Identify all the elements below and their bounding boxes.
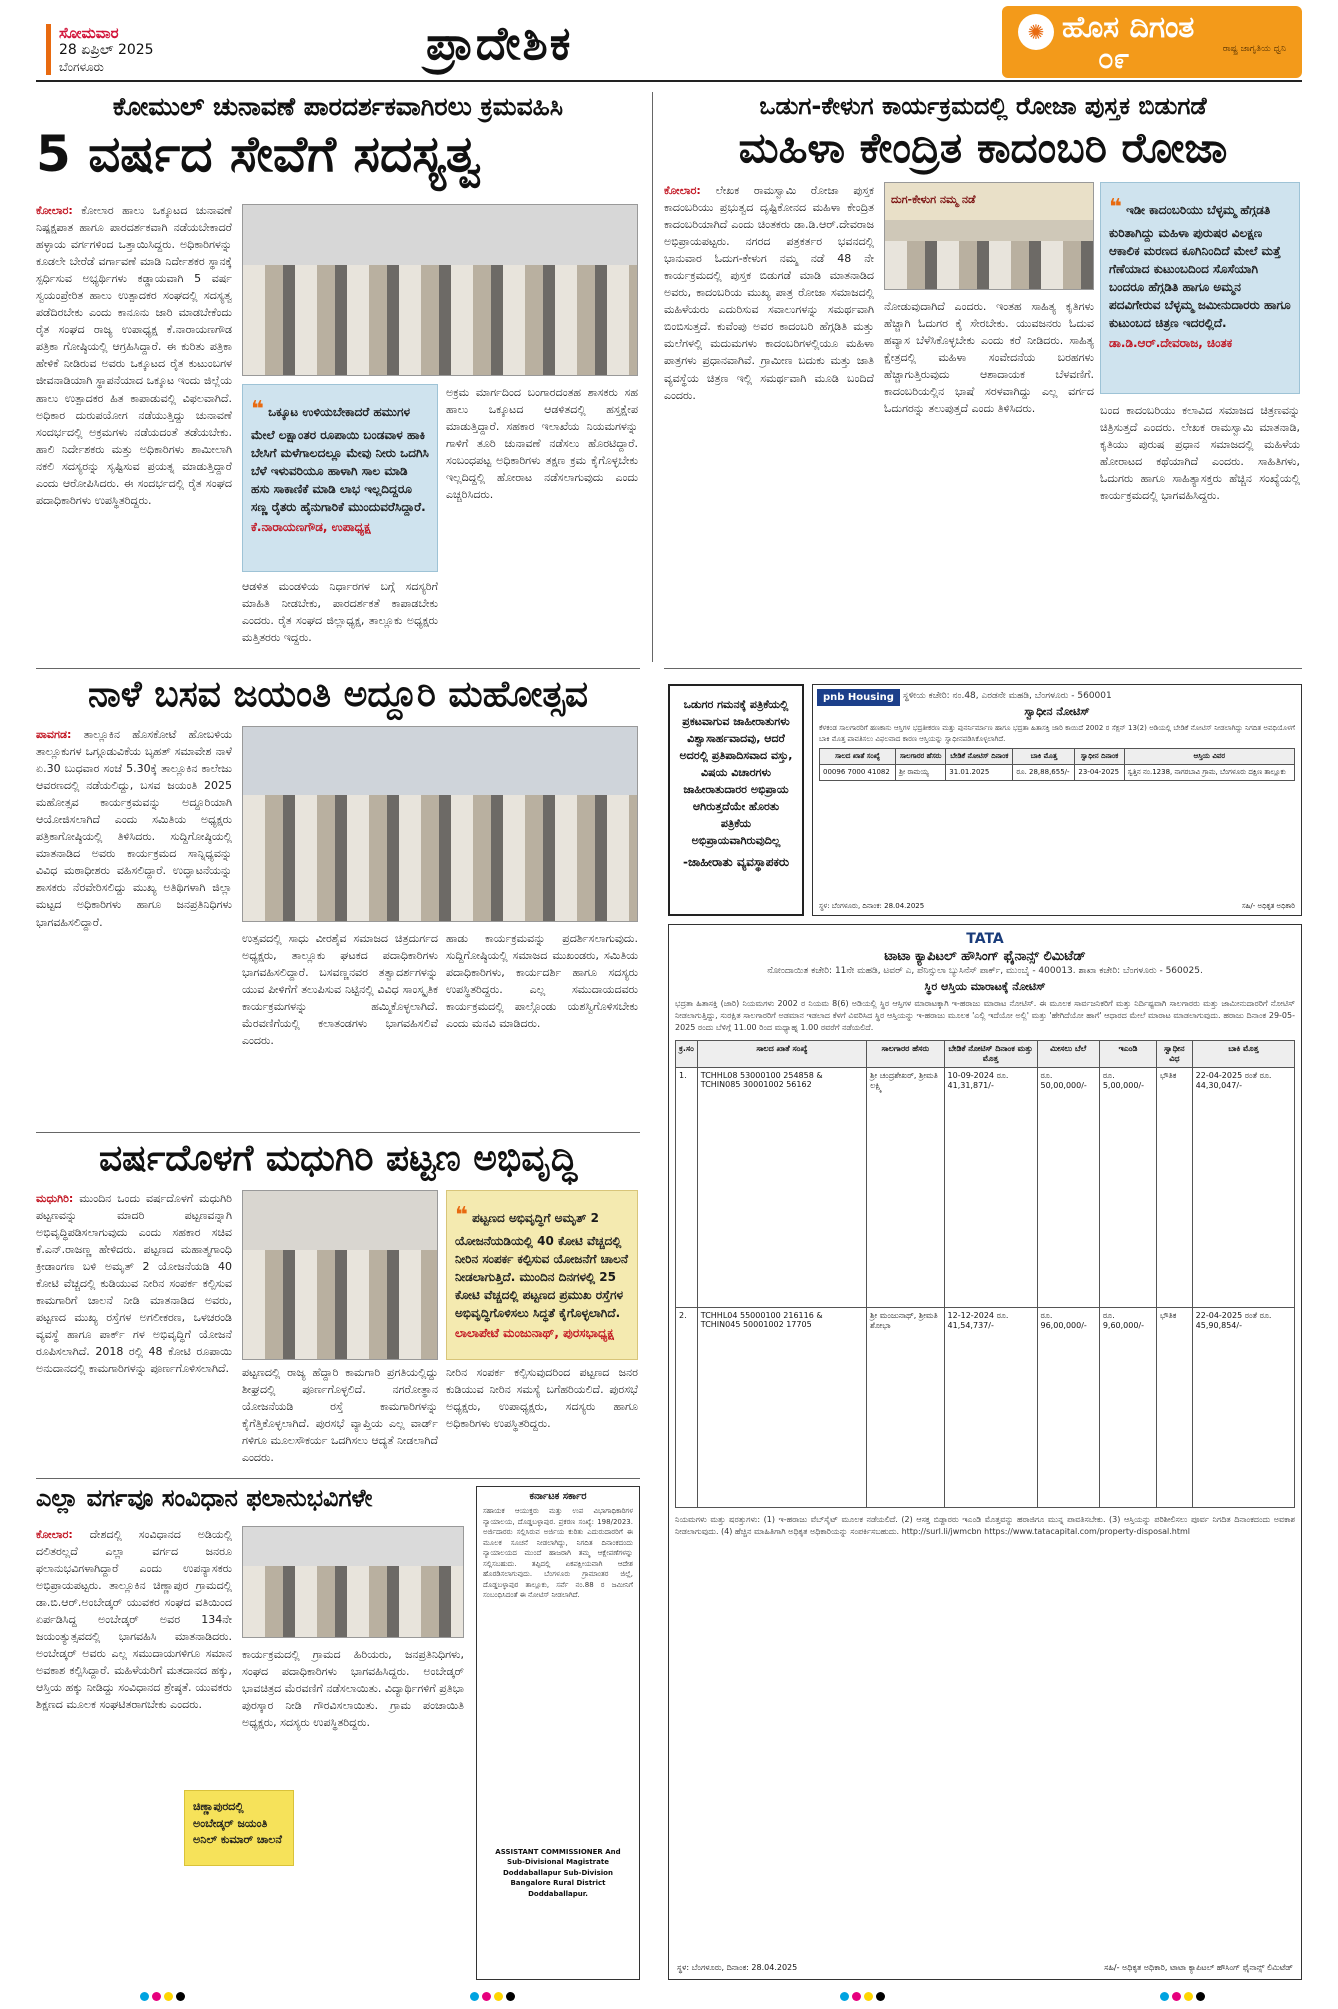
table-cell: 31.01.2025 [946,765,1013,781]
story-body [36,202,232,657]
notice-footer: ಸ್ಥಳ: ಬೆಂಗಳೂರು, ದಿನಾಂಕ: 28.04.2025 [677,1963,798,1972]
page-number: ೦೯ [1098,42,1130,75]
story-body-text: ತಾಲ್ಲೂಕಿನ ಹೊಸಕೋಟೆ ಹೋಬಳಿಯ ತಾಲ್ಲೂಕುಗಳ ಒಗ್ಗೂಡುವಿಕೆಯ ಬೃಹತ್ ಸಮಾವೇಶ ನಾಳೆ ಏ.30 ಬುಧವಾರ ಸಂಜೆ 5.30ಕ್ಕೆ ತಾಲ್ಲೂಕಿನ ಕಾಲೇಜು ಆವರಣದಲ್ಲಿ ನಡೆಯಲಿದ್ದು, ಬಸವ ಜಯಂತಿ 2025 ಮಹೋತ್ಸವ ಕಾರ್ಯಕ್ರಮವನ್ನು ಅದ್ದೂರಿಯಾಗಿ ಆಯೋಜಿಸಲಾಗಿದೆ ಎಂದು ಸಮಿತಿಯ ಅಧ್ಯಕ್ಷರು ಪತ್ರಿಕಾಗೋಷ್ಠಿಯಲ್ಲಿ ತಿಳಿಸಿದರು. ಸುದ್ದಿಗೋಷ್ಠಿಯಲ್ಲಿ ಮಾತನಾಡಿದ ಅವರು ಕಾರ್ಯಕ್ರಮದ ಸಾನ್ನಿಧ್ಯವನ್ನು ವಿವಿಧ ಮಠಾಧೀಶರು ವಹಿಸಲಿದ್ದಾರೆ. ಉದ್ಘಾಟನೆಯನ್ನು ಶಾಸಕರು ನೆರವೇರಿಸಲಿದ್ದು ಮುಖ್ಯ ಅತಿಥಿಗಳಾಗಿ ಜಿಲ್ಲಾ ಮಟ್ಟದ ಅಧಿಕಾರಿಗಳು ಹಾಗೂ ಜನಪ್ರತಿನಿಧಿಗಳು ಭಾಗವಹಿಸಲಿದ್ದಾರೆ. [36,728,232,929]
registration-marks [1160,1992,1205,2001]
masthead-day: ಸೋಮವಾರ [59,24,119,42]
section-rule [36,1478,640,1479]
dateline: ಕೋಲಾರ: [664,184,701,197]
notice-body: ಭದ್ರತಾ ಹಿತಾಸಕ್ತಿ (ಜಾರಿ) ನಿಯಮಗಳು 2002 ರ ನಿಯಮ 8(6) ಅಡಿಯಲ್ಲಿ ಸ್ಥಿರ ಆಸ್ತಿಗಳ ಮಾರಾಟಕ್ಕಾಗಿ ಇ-ಹರಾಜು ಮಾರಾಟ ನೋಟಿಸ್. ಈ ಮೂಲಕ ಸಾರ್ವಜನಿಕರಿಗೆ ಮತ್ತು ನಿರ್ದಿಷ್ಟವಾಗಿ ಸಾಲಗಾರರು ಮತ್ತು ಜಾಮೀನುದಾರರಿಗೆ ನೋಟಿಸ್ ನೀಡಲಾಗುತ್ತಿದ್ದು, ಸುರಕ್ಷಿತ ಸಾಲಗಾರರಿಗೆ ಅಡಮಾನ ಇಡಲಾದ ಕೆಳಗೆ ವಿವರಿಸಿದ ಸ್ಥಿರ ಆಸ್ತಿಯನ್ನು ಇ-ಹರಾಜು ಮೂಲಕ 'ಎಲ್ಲಿ ಇದೆಯೋ ಅಲ್ಲಿ' ಮತ್ತು 'ಹೇಗಿದೆಯೋ ಹಾಗೆ' ಆಧಾರದ ಮೇಲೆ ಮಾರಾಟ ಮಾಡಲಾಗುವುದು. ಹರಾಜು ದಿನಾಂಕ 29-05-2025 ರಂದು ಬೆಳಿಗ್ಗೆ 11.00 ರಿಂದ ಮಧ್ಯಾಹ್ನ 1.00 ರವರೆಗೆ ನಡೆಯಲಿದೆ. [675,999,1295,1032]
table-header: ಬೇಡಿಕೆ ನೋಟಿಸ್ ದಿನಾಂಕ [946,749,1013,765]
caption-text: ಚಿಣ್ಣಾಪುರದಲ್ಲಿ ಅಂಬೇಡ್ಕರ್ ಜಯಂತಿ ಅನಿಲ್ ಕುಮಾರ್ ಚಾಲನೆ [193,1800,282,1846]
section-rule [36,668,640,669]
story-kicker: ಕೋಮುಲ್ ಚುನಾವಣೆ ಪಾರದರ್ಶಕವಾಗಿರಲು ಕ್ರಮವಹಿಸಿ [112,92,564,121]
table-cell: ಸ್ವತ್ತಿನ ನಂ.1238, ನಾಗರಬಾವಿ ಗ್ರಾಮ, ಬೆಂಗಳೂರು ದಕ್ಷಿಣ ತಾಲ್ಲೂಕು [1124,765,1294,781]
pull-quote [1100,182,1300,394]
photo-caption [184,1790,294,1866]
story-body-3: ನೀರಿನ ಸಂಪರ್ಕ ಕಲ್ಪಿಸುವುದರಿಂದ ಪಟ್ಟಣದ ಜನರ ಕುಡಿಯುವ ನೀರಿನ ಸಮಸ್ಯೆ ಬಗೆಹರಿಯಲಿದೆ. ಪುರಸಭೆ ಅಧ್ಯಕ್ಷರು, ಉಪಾಧ್ಯಕ್ಷರು, ಸದಸ್ಯರು ಹಾಗೂ ಅಧಿಕಾರಿಗಳು ಉಪಸ್ಥಿತರಿದ್ದರು. [446,1366,638,1431]
banner-text: ದುಗ-ಕೇಳುಗ ನಮ್ಮ ನಡೆ [891,193,976,206]
tata-logo: TATA [966,931,1004,947]
story-body-text: ಲೇಖಕ ರಾಮಸ್ವಾಮಿ ರೋಜಾ ಪುಸ್ತಕ ಕಾದಂಬರಿಯು ಪ್ರಭುತ್ವದ ದೃಷ್ಟಿಕೋನದ ಮಹಿಳಾ ಕೇಂದ್ರಿತ ಕಾದಂಬರಿಯಾಗಿದೆ ಎಂದು ಚಿಂತಕರು ಡಾ.ಡಿ.ಆರ್.ದೇವರಾಜ ಅಭಿಪ್ರಾಯಪಟ್ಟರು. ನಗರದ ಪತ್ರಕರ್ತರ ಭವನದಲ್ಲಿ ಭಾನುವಾರ ಓದುಗ-ಕೇಳುಗ ನಮ್ಮ ನಡೆ 48 ನೇ ಕಾರ್ಯಕ್ರಮದಲ್ಲಿ ಪುಸ್ತಕ ಬಿಡುಗಡೆ ಮಾಡಿ ಮಾತನಾಡಿದ ಅವರು, ಕಾದಂಬರಿಯ ಮುಖ್ಯ ಪಾತ್ರ ರೋಜಾ ಸಮಾಜದಲ್ಲಿ ಮಹಿಳೆಯರು ಎದುರಿಸುವ ಸವಾಲುಗಳನ್ನು ಸಮರ್ಥವಾಗಿ ಬಿಂಬಿಸುತ್ತದೆ. ಕುವೆಂಪು ಅವರ ಕಾದಂಬರಿ ಹೆಗ್ಗಡಿತಿ ಮತ್ತು ಮಲೆಗಳಲ್ಲಿ ಮದುಮಗಳು ಕಾದಂಬರಿಗಳಲ್ಲಿಯೂ ಮಹಿಳಾ ಪಾತ್ರಗಳು ಪ್ರಧಾನವಾಗಿವೆ. ಗ್ರಾಮೀಣ ಬದುಕು ಮತ್ತು ಜಾತಿ ವ್ಯವಸ್ಥೆಯ ಚಿತ್ರಣ ಇಲ್ಲಿ ಸಮರ್ಥವಾಗಿ ಮೂಡಿ ಬಂದಿದೆ ಎಂದರು. [664,184,874,402]
table-cell: 2. [676,1308,698,1508]
table-header: ಸ್ವಾಧೀನ ವಿಧ [1157,1041,1193,1068]
story-headline: ವರ್ಷದೊಳಗೆ ಮಧುಗಿರಿ ಪಟ್ಟಣ ಅಭಿವೃದ್ಧಿ [98,1138,578,1179]
notice-terms: ನಿಯಮಗಳು ಮತ್ತು ಷರತ್ತುಗಳು: (1) ಇ-ಹರಾಜು ವೆಬ್‌ಸೈಟ್ ಮೂಲಕ ನಡೆಯಲಿದೆ. (2) ಆಸಕ್ತ ಬಿಡ್ದಾರರು ಇಎಂಡಿ ಮೊತ್ತವನ್ನು ಹರಾಜಿಗೂ ಮುನ್ನ ಪಾವತಿಸಬೇಕು. (3) ಆಸ್ತಿಯನ್ನು ಪರಿಶೀಲಿಸಲು ಪೂರ್ವ ನಿಗದಿತ ದಿನಾಂಕದಂದು ಅವಕಾಶ ನೀಡಲಾಗುವುದು. (4) ಹೆಚ್ಚಿನ ಮಾಹಿತಿಗಾಗಿ ಅಧಿಕೃತ ಅಧಿಕಾರಿಯನ್ನು ಸಂಪರ್ಕಿಸಬಹುದು. http://surl.li/jwmcbn https://www.tatacapital.com/property-disposal.html [675,1515,1295,1536]
table-cell: 22-04-2025 ರಂತೆ ರೂ. 45,90,854/- [1192,1308,1294,1508]
registration-marks [140,1992,185,2001]
lamp-icon: ✺ [1018,14,1054,50]
sign-line-4: Bangalore Rural District Doddaballapur. [510,1879,606,1898]
news-photo-banner [884,182,1094,290]
table-header: ಬಾಕಿ ಮೊತ್ತ [1192,1041,1294,1068]
table-header: ಆಸ್ತಿಯ ವಿವರ [1124,749,1294,765]
notice-sign: ಸಹಿ/- ಅಧಿಕೃತ ಅಧಿಕಾರಿ [1241,902,1295,910]
table-header: ಇಎಂಡಿ [1099,1041,1156,1068]
story-madhugiri-cont [36,1364,640,1472]
story-body-text: ಕೋಲಾರ ಹಾಲು ಒಕ್ಕೂಟದ ಚುನಾವಣೆ ನಿಷ್ಪಕ್ಷಪಾತ ಹಾಗೂ ಪಾರದರ್ಶಕವಾಗಿ ನಡೆಯಬೇಕಾದರೆ ಹಳ್ಳಾಯ ವರ್ಗಗಳಿಂದ ಒತ್ತಾಯಿಸಿದ್ದರು. ಅಧಿಕಾರಿಗಳನ್ನು ಕೂಡಲೇ ಬೇರೆಡೆ ವರ್ಗಾವಣೆ ಮಾಡಿ ನಿರ್ದೇಶಕರ ಸ್ಥಾನಕ್ಕೆ ಸ್ಪರ್ಧಿಸುವ ಅಭ್ಯರ್ಥಿಗಳು ಕಡ್ಡಾಯವಾಗಿ 5 ವರ್ಷ ಸ್ವಯಂಪ್ರೇರಿತ ಹಾಲು ಉತ್ಪಾದಕರ ಸಂಘದಲ್ಲಿ ಸದಸ್ಯತ್ವ ಪಡೆದಿರಬೇಕು ಎಂದು ಕಾನೂನು ಜಾರಿ ಮಾಡಬೇಕೆಂದು ರೈತ ಸಂಘದ ರಾಜ್ಯ ಉಪಾಧ್ಯಕ್ಷ ಕೆ.ನಾರಾಯಣಗೌಡ ಪತ್ರಿಕಾ ಗೋಷ್ಠಿಯಲ್ಲಿ ಆಗ್ರಹಿಸಿದ್ದಾರೆ. ಈ ಕುರಿತು ಪತ್ರಿಕಾ ಹೇಳಿಕೆ ನೀಡಿರುವ ಅವರು ಒಕ್ಕೂಟದ ರೈತ ಕುಟುಂಬಗಳ ಜೀವನಾಡಿಯಾಗಿ ಸ್ಥಾಪನೆಯಾದ ಒಕ್ಕೂಟ ಇಂದು ಜಿಲ್ಲೆಯ ಹಾಲು ಉತ್ಪಾದಕರ ಹಿತ ಕಾಪಾಡುವಲ್ಲಿ ವಿಫಲವಾಗಿದೆ. ಅಧಿಕಾರ ದುರುಪಯೋಗ ನಡೆಯುತ್ತಿದ್ದು ಚುನಾವಣೆ ಸಂದರ್ಭದಲ್ಲಿ ಅಕ್ರಮಗಳು ನಡೆಯದಂತೆ ತಡೆಯಬೇಕು. ಹಾಲಿ ನಿರ್ದೇಶಕರು ಮತ್ತು ಅಧಿಕಾರಿಗಳು ಶಾಮೀಲಾಗಿ ನಕಲಿ ಸದಸ್ಯರನ್ನು ಸೃಷ್ಟಿಸುವ ಪ್ರಯತ್ನ ಮಾಡುತ್ತಿದ್ದಾರೆ ಎಂದು ಆರೋಪಿಸಿದರು. ಈ ಸಂದರ್ಭದಲ್ಲಿ ರೈತ ಸಂಘದ ಪದಾಧಿಕಾರಿಗಳು ಉಪಸ್ಥಿತರಿದ್ದರು. [36,204,232,507]
story-roja [664,92,1302,662]
quote-text: ಇಡೀ ಕಾದಂಬರಿಯು ಬೆಳ್ಳಮ್ಮ ಹೆಗ್ಗಡತಿ ಕುರಿತಾಗಿದ್ದು ಮಹಿಳಾ ಪುರುಷರ ವಿಲಕ್ಷಣ ಆಕಾಲಿಕ ಮರಣದ ಕೂಗಿನಿಂದಿದೆ ಮೇಲೆ ಮತ್ತೆ ಗೆಣೆಯಾದ ಕುಟುಂಬದಿಂದ ಸೊಸೆಯಾಗಿ ಬಂದರೂ ಹೆಗ್ಗಡಿತಿ ಹಾಗೂ ಅಮ್ಮನ ಪದವಿಗೇರುವ ಬೆಳ್ಳಮ್ಮ ಜಮೀನುದಾರರು ಹಾಗೂ ಕುಟುಂಬದ ಚಿತ್ರಣ ಇದರಲ್ಲಿದೆ. [1109,203,1291,330]
pnb-housing-notice [812,684,1302,916]
story-body [664,182,874,658]
story-body-3: ಹಾಡು ಕಾರ್ಯಕ್ರಮವನ್ನು ಪ್ರದರ್ಶಿಸಲಾಗುವುದು. ಸುದ್ದಿಗೋಷ್ಠಿಯಲ್ಲಿ ಸಮಾಜದ ಮುಖಂಡರು, ಸಮಿತಿಯ ಪದಾಧಿಕಾರಿಗಳು, ಕಾರ್ಯದರ್ಶಿ ಹಾಗೂ ಸದಸ್ಯರು ಉಪಸ್ಥಿತರಿದ್ದರು. ಎಲ್ಲ ಸಮುದಾಯದವರು ಕಾರ್ಯಕ್ರಮದಲ್ಲಿ ಪಾಲ್ಗೊಂಡು ಯಶಸ್ವಿಗೊಳಿಸಬೇಕು ಎಂದು ಮನವಿ ಮಾಡಿದರು. [446,932,638,1031]
notice-title: ಸ್ವಾಧೀನ ನೋಟಿಸ್ [1024,705,1090,718]
dateline: ಪಾವಗಡ: [36,728,72,741]
notice-sign: ಸಹಿ/- ಅಧಿಕೃತ ಅಧಿಕಾರಿ, ಟಾಟಾ ಕ್ಯಾಪಿಟಲ್ ಹೌಸಿಂಗ್ ಫೈನಾನ್ಸ್ ಲಿಮಿಟೆಡ್ [1104,1963,1293,1972]
story-body-2: ಉತ್ಸವದಲ್ಲಿ ಸಾಧು ವೀರಶೈವ ಸಮಾಜದ ಚಿತ್ರದುರ್ಗದ ಅಧ್ಯಕ್ಷರು, ತಾಲ್ಲೂಕು ಘಟಕದ ಪದಾಧಿಕಾರಿಗಳು ಭಾಗವಹಿಸಲಿದ್ದಾರೆ. ಬಸವಣ್ಣನವರ ತತ್ವಾದರ್ಶಗಳನ್ನು ಯುವ ಪೀಳಿಗೆಗೆ ತಲುಪಿಸುವ ನಿಟ್ಟಿನಲ್ಲಿ ವಿವಿಧ ಸಾಂಸ್ಕೃತಿಕ ಕಾರ್ಯಕ್ರಮಗಳನ್ನು ಹಮ್ಮಿಕೊಳ್ಳಲಾಗಿದೆ. ಮೆರವಣಿಗೆಯಲ್ಲಿ ಕಲಾತಂಡಗಳು ಭಾಗವಹಿಸಲಿವೆ ಎಂದರು. [242,932,438,1048]
table-cell: TCHHL08 53000100 254858 & TCHIN085 30001002 56162 [697,1068,866,1308]
story-komul [36,92,640,662]
story-body-2: ಕಾರ್ಯಕ್ರಮದಲ್ಲಿ ಗ್ರಾಮದ ಹಿರಿಯರು, ಜನಪ್ರತಿನಿಧಿಗಳು, ಸಂಘದ ಪದಾಧಿಕಾರಿಗಳು ಭಾಗವಹಿಸಿದ್ದರು. ಅಂಬೇಡ್ಕರ್ ಭಾವಚಿತ್ರದ ಮೆರವಣಿಗೆ ನಡೆಸಲಾಯಿತು. ವಿದ್ಯಾರ್ಥಿಗಳಿಗೆ ಪ್ರತಿಭಾ ಪುರಸ್ಕಾರ ನೀಡಿ ಗೌರವಿಸಲಾಯಿತು. ಗ್ರಾಮ ಪಂಚಾಯಿತಿ ಅಧ್ಯಕ್ಷರು, ಸದಸ್ಯರು ಉಪಸ್ಥಿತರಿದ್ದರು. [242,1648,464,1730]
story-headline: ಎಲ್ಲಾ ವರ್ಗವೂ ಸಂವಿಧಾನ ಫಲಾನುಭವಿಗಳೇ [36,1484,373,1512]
table-header: ಬಾಕಿ ಮೊತ್ತ [1013,749,1075,765]
table-cell: TCHHL04 55000100 216116 & TCHIN045 50001002 17705 [697,1308,866,1508]
story-body [36,726,232,1122]
quote-icon: ❝ [1109,195,1122,220]
table-cell: 12-12-2024 ರೂ. 41,54,737/- [944,1308,1037,1508]
table-cell: 00096 7000 41082 [820,765,896,781]
story-body-2: ಪಟ್ಟಣದಲ್ಲಿ ರಾಜ್ಯ ಹೆದ್ದಾರಿ ಕಾಮಗಾರಿ ಪ್ರಗತಿಯಲ್ಲಿದ್ದು ಶೀಘ್ರದಲ್ಲಿ ಪೂರ್ಣಗೊಳ್ಳಲಿದೆ. ನಗರೋತ್ಥಾನ ಯೋಜನೆಯಡಿ ರಸ್ತೆ ಕಾಮಗಾರಿಗಳನ್ನು ಕೈಗೆತ್ತಿಕೊಳ್ಳಲಾಗಿದೆ. ಪುರಸಭೆ ವ್ಯಾಪ್ತಿಯ ಎಲ್ಲ ವಾರ್ಡ್ ಗಳಿಗೂ ಮೂಲಸೌಕರ್ಯ ಒದಗಿಸಲು ಆದ್ಯತೆ ನೀಡಲಾಗಿದೆ ಎಂದರು. [242,1366,438,1465]
sign-line-1: ASSISTANT COMMISSIONER And [495,1847,621,1856]
masthead-date: 28 ಏಪ್ರಿಲ್ 2025 [59,42,154,58]
registration-marks [840,1992,885,2001]
story-body-text: ದೇಶದಲ್ಲಿ ಸಂವಿಧಾನದ ಅಡಿಯಲ್ಲಿ ದಲಿತರಲ್ಲದೆ ಎಲ್ಲಾ ವರ್ಗದ ಜನರೂ ಫಲಾನುಭವಿಗಳಾಗಿದ್ದಾರೆ ಎಂದು ಉಪನ್ಯಾಸಕರು ಅಭಿಪ್ರಾಯಪಟ್ಟರು. ತಾಲ್ಲೂಕಿನ ಚಿಣ್ಣಾಪುರ ಗ್ರಾಮದಲ್ಲಿ ಡಾ.ಬಿ.ಆರ್.ಅಂಬೇಡ್ಕರ್ ಯುವಕರ ಸಂಘದ ವತಿಯಿಂದ ಏರ್ಪಡಿಸಿದ್ದ ಅಂಬೇಡ್ಕರ್ ಅವರ 134ನೇ ಜಯಂತ್ಯುತ್ಸವದಲ್ಲಿ ಭಾಗವಹಿಸಿ ಮಾತನಾಡಿದರು. ಅಂಬೇಡ್ಕರ್ ಅವರು ಎಲ್ಲ ಸಮುದಾಯಗಳಿಗೂ ಸಮಾನ ಅವಕಾಶ ಕಲ್ಪಿಸಿದ್ದಾರೆ. ಮಹಿಳೆಯರಿಗೆ ಮತದಾನದ ಹಕ್ಕು, ಆಸ್ತಿಯ ಹಕ್ಕು ನೀಡಿದ್ದು ಸಂವಿಧಾನದ ಶ್ರೇಷ್ಠತೆ. ಯುವಕರು ಶಿಕ್ಷಣದ ಮೂಲಕ ಸಂಘಟಿತರಾಗಬೇಕು ಎಂದರು. [36,1528,233,1712]
notice-title: ಕರ್ನಾಟಕ ಸರ್ಕಾರ [529,1491,587,1502]
auction-table [675,1040,1295,1508]
notice-body: ಕೆಳಕಂಡ ಸಾಲಗಾರರಿಗೆ ಹಣಕಾಸು ಆಸ್ತಿಗಳ ಭದ್ರತೀಕರಣ ಮತ್ತು ಪುನರ್ನಿರ್ಮಾಣ ಹಾಗೂ ಭದ್ರತಾ ಹಿತಾಸಕ್ತಿ ಜಾರಿ ಕಾಯಿದೆ 2002 ರ ಸೆಕ್ಷನ್ 13(2) ಅಡಿಯಲ್ಲಿ ಬೇಡಿಕೆ ನೋಟಿಸ್ ನೀಡಲಾಗಿದ್ದು ನಿಗದಿತ ಅವಧಿಯೊಳಗೆ ಬಾಕಿ ಮೊತ್ತ ಪಾವತಿಸಲು ವಿಫಲವಾದ ಕಾರಣ ಆಸ್ತಿಯನ್ನು ಸ್ವಾಧೀನಪಡಿಸಿಕೊಳ್ಳಲಾಗಿದೆ. [819,724,1295,743]
table-header: ಸಾಲಗಾರರ ಹೆಸರು [896,749,946,765]
pull-quote [446,1190,638,1360]
notice-signature [483,1847,633,1900]
table-header: ಬೇಡಿಕೆ ನೋಟಿಸ್ ದಿನಾಂಕ ಮತ್ತು ಮೊತ್ತ [944,1041,1037,1068]
story-body-3: ಅಕ್ರಮ ಮಾರ್ಗದಿಂದ ಬಂಗಾರದಂತಹ ಶಾಸಕರು ಸಹ ಹಾಲು ಒಕ್ಕೂಟದ ಆಡಳಿತದಲ್ಲಿ ಹಸ್ತಕ್ಷೇಪ ಮಾಡುತ್ತಿದ್ದಾರೆ. ಸಹಕಾರ ಇಲಾಖೆಯ ನಿಯಮಗಳನ್ನು ಗಾಳಿಗೆ ತೂರಿ ಚುನಾವಣೆ ನಡೆಸಲು ಹೊರಟಿದ್ದಾರೆ. ಸಂಬಂಧಪಟ್ಟ ಅಧಿಕಾರಿಗಳು ತಕ್ಷಣ ಕ್ರಮ ಕೈಗೊಳ್ಳಬೇಕು ಇಲ್ಲದಿದ್ದಲ್ಲಿ ಹೋರಾಟ ನಡೆಸಲಾಗುವುದು ಎಂದು ಎಚ್ಚರಿಸಿದರು. [446,386,638,502]
story-body-text: ಮುಂದಿನ ಒಂದು ವರ್ಷದೊಳಗೆ ಮಧುಗಿರಿ ಪಟ್ಟಣವನ್ನು ಮಾದರಿ ಪಟ್ಟಣವನ್ನಾಗಿ ಅಭಿವೃದ್ಧಿಪಡಿಸಲಾಗುವುದು ಎಂದು ಸಹಕಾರ ಸಚಿವ ಕೆ.ಎನ್.ರಾಜಣ್ಣ ಹೇಳಿದರು. ಪಟ್ಟಣದ ಮಹಾತ್ಮಗಾಂಧಿ ಕ್ರೀಡಾಂಗಣ ಬಳಿ ಅಮೃತ್ 2 ಯೋಜನೆಯಡಿ 40 ಕೋಟಿ ವೆಚ್ಚದಲ್ಲಿ ಕುಡಿಯುವ ನೀರಿನ ಸಂಪರ್ಕ ಕಲ್ಪಿಸುವ ಕಾಮಗಾರಿಗೆ ಚಾಲನೆ ನೀಡಿ ಮಾತನಾಡಿದ ಅವರು, ಪಟ್ಟಣದ ಮುಖ್ಯ ರಸ್ತೆಗಳ ಅಗಲೀಕರಣ, ಒಳಚರಂಡಿ ವ್ಯವಸ್ಥೆ ಹಾಗೂ ಪಾರ್ಕ್ ಗಳ ಅಭಿವೃದ್ಧಿಗೆ ಯೋಜನೆ ರೂಪಿಸಲಾಗಿದೆ. 2018 ರಲ್ಲಿ 48 ಕೋಟಿ ರೂಪಾಯಿ ಅನುದಾನದಲ್ಲಿ ಕಾಮಗಾರಿಗಳನ್ನು ಪೂರ್ಣಗೊಳಿಸಲಾಗಿದೆ. [36,1192,232,1376]
quote-icon: ❝ [455,1203,468,1228]
table-header: ಸಾಲದ ಖಾತೆ ಸಂಖ್ಯೆ [697,1041,866,1068]
news-photo [242,726,638,922]
quote-icon: ❝ [251,397,264,422]
section-title: ಪ್ರಾದೇಶಿಕ [426,16,573,70]
story-headline: ನಾಳೆ ಬಸವ ಜಯಂತಿ ಅದ್ದೂರಿ ಮಹೋತ್ಸವ [87,674,589,715]
masthead-city: ಬೆಂಗಳೂರು [59,60,104,74]
story-kicker: ಒಡುಗ-ಕೇಳುಗ ಕಾರ್ಯಕ್ರಮದಲ್ಲಿ ರೋಜಾ ಪುಸ್ತಕ ಬಿಡುಗಡೆ [759,92,1207,120]
dateline: ಕೋಲಾರ: [36,1528,73,1541]
table-cell: ರೂ. 28,88,655/- [1013,765,1075,781]
table-cell: ಶ್ರೀ ಮಂಜುನಾಥ್, ಶ್ರೀಮತಿ ಶೋಭಾ [867,1308,944,1508]
date-box [46,24,154,75]
pull-quote [242,384,438,572]
story-body-4 [36,1364,232,1472]
sign-line-2: Sub-Divisional Magistrate [507,1858,609,1866]
story-body [36,1190,232,1376]
story-basava [36,676,640,1126]
table-cell: ಶ್ರೀ ಚಂದ್ರಶೇಖರ್, ಶ್ರೀಮತಿ ಲಕ್ಷ್ಮಿ [867,1068,944,1308]
story-constitution [36,1486,468,1980]
story-headline: 5 ವರ್ಷದ ಸೇವೆಗೆ ಸದಸ್ಯತ್ವ [36,125,482,183]
notice-body: ಸಹಾಯಕ ಆಯುಕ್ತರು ಮತ್ತು ಉಪ ವಿಭಾಗಾಧಿಕಾರಿಗಳ ನ್ಯಾಯಾಲಯ, ದೊಡ್ಡಬಳ್ಳಾಪುರ. ಪ್ರಕರಣ ಸಂಖ್ಯೆ: 198/2023. ಅರ್ಜಿದಾರರು ಸಲ್ಲಿಸಿರುವ ಅರ್ಜಿಯ ಕುರಿತು ಎದುರುದಾರರಿಗೆ ಈ ಮೂಲಕ ಸೂಚನೆ ನೀಡಲಾಗಿದ್ದು, ನಿಗದಿತ ದಿನಾಂಕದಂದು ನ್ಯಾಯಾಲಯದ ಮುಂದೆ ಹಾಜರಾಗಿ ತಮ್ಮ ಆಕ್ಷೇಪಣೆಗಳನ್ನು ಸಲ್ಲಿಸಬಹುದು. ತಪ್ಪಿದಲ್ಲಿ ಏಕಪಕ್ಷೀಯವಾಗಿ ಆದೇಶ ಹೊರಡಿಸಲಾಗುವುದು. ಬೆಂಗಳೂರು ಗ್ರಾಮಾಂತರ ಜಿಲ್ಲೆ, ದೊಡ್ಡಬಳ್ಳಾಪುರ ತಾಲ್ಲೂಕು, ಸರ್ವೆ ನಂ.88 ರ ಜಮೀನಿಗೆ ಸಂಬಂಧಿಸಿದಂತೆ ಈ ನೋಟಿಸ್ ನೀಡಲಾಗಿದೆ. [483,1507,633,1599]
section-rule [36,1132,640,1133]
table-header: ಮೀಸಲು ಬೆಲೆ [1037,1041,1099,1068]
quote-text: ಒಕ್ಕೂಟ ಉಳಿಯಬೇಕಾದರೆ ಹಮುಗಳ ಮೇಲೆ ಲಕ್ಷಾಂತರ ರೂಪಾಯಿ ಬಂಡವಾಳ ಹಾಕಿ ಬೇಸಿಗೆ ಮಳೆಗಾಲದಲ್ಲೂ ಮೇವು ನೀರು ಒದಗಿಸಿ ಬೆಳೆ ಇಳುವರಿಯೂ ಹಾಳಾಗಿ ಸಾಲ ಮಾಡಿ ಹಸು ಸಾಕಾಣಿಕೆ ಮಾಡಿ ಲಾಭ ಇಲ್ಲದಿದ್ದರೂ ಸಣ್ಣ ರೈತರು ಹೈನುಗಾರಿಕೆ ಮುಂದುವರೆಸಿದ್ದಾರೆ. [251,405,429,514]
ad-signature: -ಜಾಹೀರಾತು ವ್ಯವಸ್ಥಾಪಕರು [682,855,790,870]
registration-marks [470,1992,515,2001]
table-cell: 1. [676,1068,698,1308]
notice-address: ಸ್ಥಳೀಯ ಕಚೇರಿ: ನಂ.48, ಎರಡನೇ ಮಹಡಿ, ಬೆಂಗಳೂರು - 560001 [903,691,1112,701]
table-cell: ರೂ. 5,00,000/- [1099,1068,1156,1308]
court-notice [476,1486,640,1980]
table-row [676,1308,1295,1508]
pnb-logo: pnb Housing [817,689,900,706]
table-cell: ರೂ. 96,00,000/- [1037,1308,1099,1508]
quote-text: ಪಟ್ಟಣದ ಅಭಿವೃದ್ಧಿಗೆ ಅಮೃತ್ 2 ಯೋಜನೆಯಡಿಯಲ್ಲಿ 40 ಕೋಟಿ ವೆಚ್ಚದಲ್ಲಿ ನೀರಿನ ಸಂಪರ್ಕ ಕಲ್ಪಿಸುವ ಯೋಜನೆಗೆ ಚಾಲನೆ ನೀಡಲಾಗುತ್ತಿದೆ. ಮುಂದಿನ ದಿನಗಳಲ್ಲಿ 25 ಕೋಟಿ ವೆಚ್ಚದಲ್ಲಿ ಪಟ್ಟಣದ ಪ್ರಮುಖ ರಸ್ತೆಗಳ ಅಭಿವೃದ್ಧಿಗೊಳಿಸಲು ಸಿದ್ಧತೆ ಕೈಗೊಳ್ಳಲಾಗಿದೆ. [455,1211,629,1320]
table-header: ಸಾಲದ ಖಾತೆ ಸಂಖ್ಯೆ [820,749,896,765]
news-photo [242,1190,438,1360]
table-cell: ಶ್ರೀ ರಾಮಯ್ಯ [896,765,946,781]
table-row [820,765,1295,781]
dateline: ಮಧುಗಿರಿ: [36,1192,74,1205]
masthead [36,10,1302,82]
table-cell: ಭೌತಿಕ [1157,1068,1193,1308]
story-madhugiri [36,1138,640,1376]
section-rule [664,668,1302,669]
story-body [36,1526,232,1978]
quote-author: ಕೆ.ನಾರಾಯಣಗೌಡ, ಉಪಾಧ್ಯಕ್ಷ [251,520,371,534]
table-cell: 22-04-2025 ರಂತೆ ರೂ. 44,30,047/- [1192,1068,1294,1308]
notice-address: ನೋಂದಾಯಿತ ಕಚೇರಿ: 11ನೇ ಮಹಡಿ, ಟವರ್ ಎ, ಪೆನಿನ್ಸುಲಾ ಬ್ಯುಸಿನೆಸ್ ಪಾರ್ಕ್, ಮುಂಬೈ - 400013. ಶಾಖಾ ಕಚೇರಿ: ಬೆಂಗಳೂರು - 560025. [767,966,1203,976]
dateline: ಕೋಲಾರ: [36,204,73,217]
sign-line-3: Doddaballapur Sub-Division [503,1868,613,1877]
table-header: ಸಾಲಗಾರರ ಹೆಸರು [867,1041,944,1068]
tata-capital-notice [668,924,1302,1980]
table-header: ಸ್ವಾಧೀನ ದಿನಾಂಕ [1075,749,1124,765]
table-cell: 23-04-2025 [1075,765,1124,781]
quote-author: ಡಾ.ಡಿ.ಆರ್.ದೇವರಾಜ, ಚಿಂತಕ [1109,336,1233,350]
newspaper-logo [1002,6,1302,78]
ad-text: ಒಡುಗರ ಗಮನಕ್ಕೆ ಪತ್ರಿಕೆಯಲ್ಲಿ ಪ್ರಕಟವಾಗುವ ಜಾಹೀರಾತುಗಳು ವಿಶ್ವಾಸಾರ್ಹವಾದವು, ಆದರೆ ಅದರಲ್ಲಿ ಪ್ರತಿಪಾದಿಸವಾದ ವಸ್ತು, ವಿಷಯ ವಿಚಾರಗಳು ಜಾಹೀರಾತುದಾರರ ಅಭಿಪ್ರಾಯ ಆಗಿರುತ್ತದೆಯೇ ಹೊರತು ಪತ್ರಿಕೆಯ ಅಭಿಪ್ರಾಯವಾಗಿರುವುದಿಲ್ಲ [679,698,793,848]
table-cell: ರೂ. 9,60,000/- [1099,1308,1156,1508]
advertisement-disclaimer [668,684,804,916]
story-body-3: ಬಂದ ಕಾದಂಬರಿಯು ಕಲಾವಿದ ಸಮಾಜದ ಚಿತ್ರಣವನ್ನು ಚಿತ್ರಿಸುತ್ತದೆ ಎಂದರು. ಲೇಖಕ ರಾಮಸ್ವಾಮಿ ಮಾತನಾಡಿ, ಕೃತಿಯು ಪುರುಷ ಪ್ರಧಾನ ಸಮಾಜದಲ್ಲಿ ಮಹಿಳೆಯ ಹೋರಾಟದ ಕಥೆಯಾಗಿದೆ ಎಂದರು. ಸಾಹಿತಿಗಳು, ಓದುಗರು ಹಾಗೂ ಸಾಹಿತ್ಯಾಸಕ್ತರು ಹೆಚ್ಚಿನ ಸಂಖ್ಯೆಯಲ್ಲಿ ಕಾರ್ಯಕ್ರಮದಲ್ಲಿ ಭಾಗವಹಿಸಿದ್ದರು. [1100,404,1300,503]
news-photo [242,204,638,376]
table-row [676,1068,1295,1308]
story-headline: ಮಹಿಳಾ ಕೇಂದ್ರಿತ ಕಾದಂಬರಿ ರೋಜಾ [738,123,1228,172]
brand-tagline: ರಾಷ್ಟ್ರ ಜಾಗೃತಿಯ ಧ್ವನಿ [1222,44,1286,54]
story-body-2: ಆಡಳಿತ ಮಂಡಳಿಯ ನಿರ್ಧಾರಗಳ ಬಗ್ಗೆ ಸದಸ್ಯರಿಗೆ ಮಾಹಿತಿ ನೀಡಬೇಕು, ಪಾರದರ್ಶಕತೆ ಕಾಪಾಡಬೇಕು ಎಂದರು. ರೈತ ಸಂಘದ ಜಿಲ್ಲಾಧ್ಯಕ್ಷ, ತಾಲ್ಲೂಕು ಅಧ್ಯಕ್ಷರು ಮತ್ತಿತರರು ಇದ್ದರು. [242,580,438,645]
notice-footer: ಸ್ಥಳ: ಬೆಂಗಳೂರು, ದಿನಾಂಕ: 28.04.2025 [819,902,925,910]
quote-author: ಲಾಲಾಪೇಟೆ ಮಂಜುನಾಥ್, ಪುರಸಭಾಧ್ಯಕ್ಷ [455,1326,614,1340]
news-photo [242,1526,464,1638]
column-rule [652,92,653,662]
table-header: ಕ್ರ.ಸಂ [676,1041,698,1068]
table-cell: 10-09-2024 ರೂ. 41,31,871/- [944,1068,1037,1308]
brand-name: ಹೊಸ ದಿಗಂತ [1062,10,1195,45]
story-body-2: ನೋಡುವುದಾಗಿದೆ ಎಂದರು. ಇಂತಹ ಸಾಹಿತ್ಯ ಕೃತಿಗಳು ಹೆಚ್ಚಾಗಿ ಓದುಗರ ಕೈ ಸೇರಬೇಕು. ಯುವಜನರು ಓದುವ ಹವ್ಯಾಸ ಬೆಳೆಸಿಕೊಳ್ಳಬೇಕು ಎಂದು ಕರೆ ನೀಡಿದರು. ಸಾಹಿತ್ಯ ಕ್ಷೇತ್ರದಲ್ಲಿ ಮಹಿಳಾ ಸಂವೇದನೆಯ ಬರಹಗಳು ಹೆಚ್ಚಾಗುತ್ತಿರುವುದು ಆಶಾದಾಯಕ ಬೆಳವಣಿಗೆ. ಕಾದಂಬರಿಯಲ್ಲಿನ ಭಾಷೆ ಸರಳವಾಗಿದ್ದು ಎಲ್ಲ ವರ್ಗದ ಓದುಗರನ್ನು ತಲುಪುತ್ತದೆ ಎಂದು ತಿಳಿಸಿದರು. [884,300,1094,416]
notice-subtitle: ಸ್ಥಿರ ಆಸ್ತಿಯ ಮಾರಾಟಕ್ಕೆ ನೋಟಿಸ್ [924,980,1046,993]
notice-title: ಟಾಟಾ ಕ್ಯಾಪಿಟಲ್ ಹೌಸಿಂಗ್ ಫೈನಾನ್ಸ್ ಲಿಮಿಟೆಡ್ [884,949,1086,964]
table-cell: ಭೌತಿಕ [1157,1308,1193,1508]
table-cell: ರೂ. 50,00,000/- [1037,1068,1099,1308]
notice-table [819,748,1295,781]
